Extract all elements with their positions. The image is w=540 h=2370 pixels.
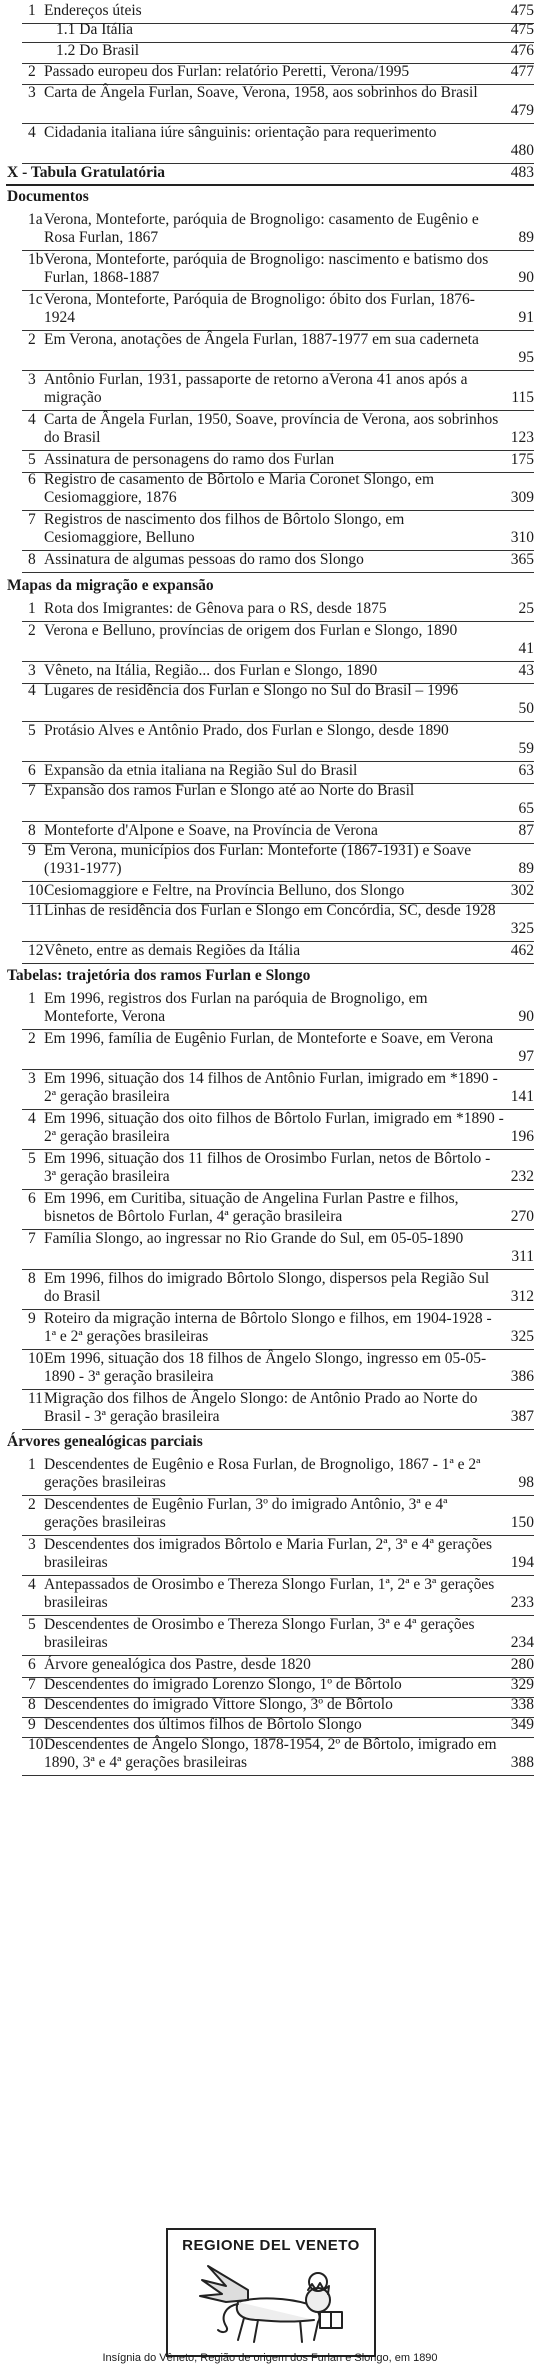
entry-title: Cesiomaggiore e Feltre, na Província Belluno, dos Slongo (44, 882, 405, 899)
entry-page-number: 25 (518, 600, 534, 617)
entry-number: 5 (28, 722, 36, 739)
entry-title: Roteiro da migração interna de Bôrtolo Slongo e filhos, em 1904-1928 - 1ª e 2ª gerações brasileiras (44, 1310, 492, 1345)
entry-number: 4 (28, 411, 36, 428)
entry-number: 6 (28, 762, 36, 779)
entry-number: 2 (28, 1030, 36, 1047)
toc-entry (0, 42, 540, 60)
entry-number: 9 (28, 842, 36, 859)
entry-page-number: 365 (510, 551, 534, 568)
entry-page-number: 123 (510, 429, 534, 446)
entry-page-number: 387 (510, 1408, 534, 1425)
entry-title: Descendentes do imigrado Vittore Slongo, 3º de Bôrtolo (44, 1696, 393, 1713)
entry-page-number: 59 (518, 740, 534, 757)
entry-page-number: 479 (510, 102, 534, 119)
toc-entry (0, 1696, 540, 1714)
entry-title: Carta de Ângela Furlan, Soave, Verona, 1958, aos sobrinhos do Brasil (44, 84, 478, 101)
section-heading-arvores: Árvores genealógicas parciais (7, 1433, 203, 1450)
toc-entry (0, 662, 540, 680)
entry-number: 1 (28, 2, 36, 19)
entry-number: 3 (28, 662, 36, 679)
entry-title: Verona, Monteforte, Paróquia de Brognoligo: óbito dos Furlan, 1876-1924 (44, 291, 475, 326)
toc-entry (0, 1230, 540, 1266)
entry-number: 10 (28, 1736, 44, 1753)
entry-title: Verona, Monteforte, paróquia de Brognoligo: casamento de Eugênio e Rosa Furlan, 1867 (44, 211, 479, 246)
entry-number: 8 (28, 1696, 36, 1713)
entry-title: Descendentes de Orosimbo e Thereza Slongo Furlan, 3ª e 4ª gerações brasileiras (44, 1616, 475, 1651)
entry-number: 3 (28, 1070, 36, 1087)
entry-title: Cidadania italiana iúre sânguinis: orientação para requerimento (44, 124, 437, 141)
entry-number: 5 (28, 451, 36, 468)
toc-entry (0, 451, 540, 469)
entry-title: Linhas de residência dos Furlan e Slongo em Concórdia, SC, desde 1928 (44, 902, 496, 919)
entry-title: Em 1996, em Curitiba, situação de Angelina Furlan Pastre e filhos, bisnetos de Bôrtolo Furlan, 4ª geração brasileira (44, 1190, 459, 1225)
entry-page-number: 232 (510, 1168, 534, 1185)
entry-title: Descendentes de Eugênio e Rosa Furlan, de Brognoligo, 1867 - 1ª e 2ª gerações brasileiras (44, 1456, 481, 1491)
entry-title: Em 1996, registros dos Furlan na paróquia de Brognoligo, em Monteforte, Verona (44, 990, 428, 1025)
entry-title: Verona, Monteforte, paróquia de Brognoligo: nascimento e batismo dos Furlan, 1868-1887 (44, 251, 489, 286)
entry-page-number: 349 (510, 1716, 534, 1733)
entry-page-number: 194 (510, 1554, 534, 1571)
entry-divider (22, 1775, 534, 1776)
entry-page-number: 90 (518, 269, 534, 286)
toc-entry (0, 1070, 540, 1106)
entry-page-number: 89 (518, 229, 534, 246)
entry-number: 1c (28, 291, 43, 308)
entry-title: Em 1996, situação dos 14 filhos de Antônio Furlan, imigrado em *1890 - 2ª geração brasileira (44, 1070, 498, 1105)
entry-title: Vêneto, na Itália, Região... dos Furlan e Slongo, 1890 (44, 662, 378, 679)
toc-entry (0, 942, 540, 960)
section-heading-tabelas: Tabelas: trajetória dos ramos Furlan e Slongo (7, 967, 311, 984)
entry-page-number: 311 (511, 1248, 534, 1265)
toc-entry (0, 1736, 540, 1772)
entry-page-number: 63 (518, 762, 534, 779)
toc-entry (0, 762, 540, 780)
entry-page-number: 476 (510, 42, 534, 59)
toc-entry (0, 2, 540, 20)
entry-page-number: 338 (510, 1696, 534, 1713)
entry-number: 2 (28, 63, 36, 80)
entry-title: Vêneto, entre as demais Regiões da Itália (44, 942, 301, 959)
entry-title: Descendentes dos últimos filhos de Bôrtolo Slongo (44, 1716, 362, 1733)
entry-title: Em Verona, anotações de Ângela Furlan, 1887-1977 em sua caderneta (44, 331, 479, 348)
entry-number: 4 (28, 1110, 36, 1127)
entry-title: Expansão da etnia italiana na Região Sul do Brasil (44, 762, 358, 779)
entry-page-number: 386 (510, 1368, 534, 1385)
toc-entry (0, 84, 540, 120)
entry-title: Assinatura de personagens do ramo dos Furlan (44, 451, 335, 468)
entry-page-number: 175 (510, 451, 534, 468)
entry-number: 4 (28, 1576, 36, 1593)
entry-page-number: 141 (510, 1088, 534, 1105)
toc-entry (0, 1270, 540, 1306)
entry-title: Em 1996, filhos do imigrado Bôrtolo Slongo, dispersos pela Região Sul do Brasil (44, 1270, 490, 1305)
toc-entry (0, 1030, 540, 1066)
entry-number: 8 (28, 822, 36, 839)
toc-entry (0, 21, 540, 39)
entry-number: 12 (28, 942, 44, 959)
toc-entry (0, 211, 540, 247)
entry-title: Descendentes de Ângelo Slongo, 1878-1954, 2º de Bôrtolo, imigrado em 1890, 3ª e 4ª gerações brasileiras (44, 1736, 497, 1771)
toc-entry (0, 1456, 540, 1492)
entry-number: 10 (28, 882, 44, 899)
entry-page-number: 150 (510, 1514, 534, 1531)
entry-page-number: 475 (510, 21, 534, 38)
toc-entry (0, 990, 540, 1026)
entry-number: 1 (28, 600, 36, 617)
entry-page-number: 87 (518, 822, 534, 839)
entry-page-number: 325 (510, 920, 534, 937)
section-heading-documentos: Documentos (7, 188, 89, 205)
toc-entry (0, 1536, 540, 1572)
entry-number: 9 (28, 1716, 36, 1733)
entry-number: 3 (28, 1536, 36, 1553)
entry-number: 10 (28, 1350, 44, 1367)
entry-title: Protásio Alves e Antônio Prado, dos Furlan e Slongo, desde 1890 (44, 722, 449, 739)
entry-title: Família Slongo, ao ingressar no Rio Grande do Sul, em 05-05-1890 (44, 1230, 464, 1247)
toc-entry (0, 822, 540, 840)
entry-title: Antepassados de Orosimbo e Thereza Slongo Furlan, 1ª, 2ª e 3ª gerações brasileiras (44, 1576, 495, 1611)
entry-title: Em 1996, situação dos 18 filhos de Ângelo Slongo, ingresso em 05-05-1890 - 3ª geração brasileira (44, 1350, 487, 1385)
toc-entry (0, 902, 540, 938)
entry-title: Descendentes dos imigrados Bôrtolo e Maria Furlan, 2ª, 3ª e 4ª gerações brasileiras (44, 1536, 493, 1571)
toc-entry (0, 1350, 540, 1386)
section-divider (6, 184, 534, 186)
entry-number: 11 (28, 1390, 43, 1407)
entry-title: Em 1996, situação dos 11 filhos de Orosimbo Furlan, netos de Bôrtolo - 3ª geração brasileira (44, 1150, 491, 1185)
entry-title: Em Verona, municípios dos Furlan: Monteforte (1867-1931) e Soave (1931-1977) (44, 842, 472, 877)
entry-number: 7 (28, 1230, 36, 1247)
tabula-gratulatoria-page: 483 (510, 164, 534, 181)
entry-divider (22, 572, 534, 573)
toc-entry (0, 1110, 540, 1146)
entry-page-number: 50 (518, 700, 534, 717)
entry-title: Monteforte d'Alpone e Soave, na Província de Verona (44, 822, 378, 839)
entry-number: 4 (28, 124, 36, 141)
entry-number: 7 (28, 511, 36, 528)
tabula-gratulatoria-label: X - Tabula Gratulatória (7, 164, 166, 181)
entry-page-number: 43 (518, 662, 534, 679)
entry-number: 8 (28, 551, 36, 568)
entry-page-number: 90 (518, 1008, 534, 1025)
entry-number: 5 (28, 1150, 36, 1167)
toc-entry (0, 1616, 540, 1652)
entry-page-number: 97 (518, 1048, 534, 1065)
toc-entry (0, 511, 540, 547)
entry-page-number: 91 (518, 309, 534, 326)
toc-entry (0, 1716, 540, 1734)
toc-entry (0, 622, 540, 658)
entry-page-number: 89 (518, 860, 534, 877)
toc-entry (0, 371, 540, 407)
entry-title: Passado europeu dos Furlan: relatório Peretti, Verona/1995 (44, 63, 410, 80)
entry-number: 7 (28, 782, 36, 799)
entry-number: 3 (28, 84, 36, 101)
toc-entry (0, 1656, 540, 1674)
toc-entry (0, 1496, 540, 1532)
entry-title: Verona e Belluno, províncias de origem dos Furlan e Slongo, 1890 (44, 622, 458, 639)
entry-number: 6 (28, 1656, 36, 1673)
entry-title: Árvore genealógica dos Pastre, desde 1820 (44, 1656, 311, 1673)
toc-entry (0, 1150, 540, 1186)
entry-title: Registro de casamento de Bôrtolo e Maria Coronet Slongo, em Cesiomaggiore, 1876 (44, 471, 434, 506)
entry-number: 1a (28, 211, 43, 228)
entry-number: 9 (28, 1310, 36, 1327)
entry-page-number: 270 (510, 1208, 534, 1225)
entry-number: 11 (28, 902, 43, 919)
entry-number: 6 (28, 471, 36, 488)
entry-page-number: 98 (518, 1474, 534, 1491)
toc-entry (0, 1190, 540, 1226)
entry-title: 1.1 Da Itália (56, 21, 134, 38)
entry-title: Migração dos filhos de Ângelo Slongo: de Antônio Prado ao Norte do Brasil - 3ª geração brasileira (44, 1390, 478, 1425)
toc-entry (0, 1576, 540, 1612)
entry-page-number: 41 (518, 640, 534, 657)
entry-page-number: 233 (510, 1594, 534, 1611)
entry-title: Rota dos Imigrantes: de Gênova para o RS, desde 1875 (44, 600, 387, 617)
toc-entry (0, 1676, 540, 1694)
toc-entry (0, 782, 540, 818)
entry-page-number: 280 (510, 1656, 534, 1673)
entry-page-number: 477 (510, 63, 534, 80)
veneto-emblem (166, 2228, 376, 2357)
entry-page-number: 310 (510, 529, 534, 546)
entry-page-number: 312 (510, 1288, 534, 1305)
entry-number: 2 (28, 331, 36, 348)
entry-page-number: 325 (510, 1328, 534, 1345)
entry-page-number: 65 (518, 800, 534, 817)
entry-page-number: 462 (510, 942, 534, 959)
entry-title: Endereços úteis (44, 2, 142, 19)
entry-title: 1.2 Do Brasil (56, 42, 140, 59)
toc-entry (0, 291, 540, 327)
entry-title: Em 1996, situação dos oito filhos de Bôrtolo Furlan, imigrado em *1890 - 2ª geração brasileira (44, 1110, 504, 1145)
toc-entry (0, 471, 540, 507)
entry-title: Descendentes do imigrado Lorenzo Slongo, 1º de Bôrtolo (44, 1676, 402, 1693)
entry-number: 2 (28, 622, 36, 639)
entry-number: 1 (28, 990, 36, 1007)
entry-page-number: 480 (510, 142, 534, 159)
entry-divider (22, 963, 534, 964)
toc-entry (0, 551, 540, 569)
entry-number: 1 (28, 1456, 36, 1473)
entry-title: Descendentes de Eugênio Furlan, 3º do imigrado Antônio, 3ª e 4ª gerações brasileiras (44, 1496, 448, 1531)
toc-entry (0, 722, 540, 758)
toc-entry (0, 882, 540, 900)
entry-page-number: 302 (510, 882, 534, 899)
entry-page-number: 234 (510, 1634, 534, 1651)
entry-number: 1b (28, 251, 44, 268)
toc-entry (0, 411, 540, 447)
entry-number: 7 (28, 1676, 36, 1693)
section-heading-mapas: Mapas da migração e expansão (7, 577, 214, 594)
toc-entry (0, 842, 540, 878)
toc-entry (0, 1310, 540, 1346)
entry-title: Carta de Ângela Furlan, 1950, Soave, província de Verona, aos sobrinhos do Brasil (44, 411, 499, 446)
entry-page-number: 115 (511, 389, 534, 406)
entry-title: Expansão dos ramos Furlan e Slongo até ao Norte do Brasil (44, 782, 415, 799)
entry-page-number: 329 (510, 1676, 534, 1693)
toc-entry (0, 682, 540, 718)
entry-number: 4 (28, 682, 36, 699)
entry-title: Em 1996, família de Eugênio Furlan, de Monteforte e Soave, em Verona (44, 1030, 494, 1047)
toc-entry (0, 63, 540, 81)
entry-page-number: 388 (510, 1754, 534, 1771)
tabula-gratulatoria-entry (0, 164, 540, 182)
entry-title: Registros de nascimento dos filhos de Bôrtolo Slongo, em Cesiomaggiore, Belluno (44, 511, 405, 546)
entry-number: 2 (28, 1496, 36, 1513)
entry-page-number: 475 (510, 2, 534, 19)
entry-number: 8 (28, 1270, 36, 1287)
entry-page-number: 95 (518, 349, 534, 366)
entry-number: 5 (28, 1616, 36, 1633)
emblem-caption: Insígnia do Vêneto, Região de origem dos Furlan e Slongo, em 1890 (102, 2352, 438, 2364)
toc-entry (0, 331, 540, 367)
entry-title: Antônio Furlan, 1931, passaporte de retorno aVerona 41 anos após a migração (44, 371, 468, 406)
entry-page-number: 309 (510, 489, 534, 506)
entry-title: Assinatura de algumas pessoas do ramo dos Slongo (44, 551, 364, 568)
entry-title: Lugares de residência dos Furlan e Slongo no Sul do Brasil – 1996 (44, 682, 459, 699)
toc-entry (0, 251, 540, 287)
emblem-title: REGIONE DEL VENETO (182, 2237, 360, 2254)
toc-entry (0, 600, 540, 618)
toc-entry (0, 1390, 540, 1426)
entry-number: 6 (28, 1190, 36, 1207)
entry-number: 3 (28, 371, 36, 388)
winged-lion-icon (188, 2260, 354, 2350)
entry-divider (22, 1429, 534, 1430)
toc-entry (0, 124, 540, 160)
entry-page-number: 196 (510, 1128, 534, 1145)
